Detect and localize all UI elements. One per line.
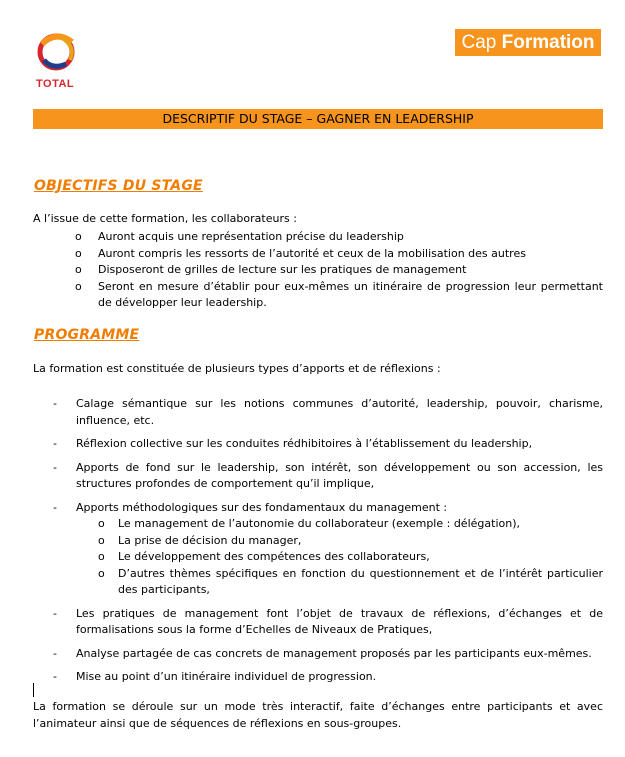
bullet-icon: o xyxy=(75,263,82,276)
subitem-text: D’autres thèmes spécifiques en fonction du questionnement et de l’intérêt particulier des participants, xyxy=(118,566,603,596)
programme-text: Calage sémantique sur les notions communes d’autorité, leadership, pouvoir, charisme, influence, etc. xyxy=(76,397,603,427)
objectifs-intro: A l’issue de cette formation, les collaborateurs : xyxy=(33,212,297,225)
objectif-text: Disposeront de grilles de lecture sur les pratiques de management xyxy=(98,263,467,276)
subitem-text: La prise de décision du manager, xyxy=(118,533,302,547)
text-cursor[interactable] xyxy=(33,683,34,697)
sub-list-item xyxy=(76,549,603,566)
programme-text: Mise au point d’un itinéraire individuel de progression. xyxy=(76,670,377,683)
dash-icon: - xyxy=(53,437,57,450)
programme-intro: La formation est constituée de plusieurs types d’apports et de réflexions : xyxy=(33,362,441,375)
list-item xyxy=(33,279,603,312)
dash-icon: - xyxy=(53,460,57,474)
dash-icon: - xyxy=(53,646,57,660)
bullet-icon: o xyxy=(98,533,105,547)
programme-heading: PROGRAMME xyxy=(34,327,140,343)
list-item xyxy=(33,396,603,429)
programme-text: Les pratiques de management font l’objet de travaux de réflexions, d’échanges et de formalisations sous la forme d’Echelles de Niveaux de Pratiques, xyxy=(76,606,603,636)
subitem-text: Le développement des compétences des collaborateurs, xyxy=(118,550,430,563)
objectif-text: Seront en mesure d’établir pour eux-mêmes un itinéraire de progression leur permettant de développer leur leadership. xyxy=(98,279,603,309)
dash-icon: - xyxy=(53,397,57,410)
list-item xyxy=(33,500,603,599)
objectif-text: Auront compris les ressorts de l’autorité et ceux de la mobilisation des autres xyxy=(98,246,526,260)
bullet-icon: o xyxy=(98,517,105,530)
bullet-icon: o xyxy=(98,566,105,580)
programme-text: Analyse partagée de cas concrets de management proposés par les participants eux-mêmes. xyxy=(76,646,592,660)
brand-part-2: Formation xyxy=(501,32,595,53)
cap-formation-logo xyxy=(455,29,601,56)
total-logo-text: TOTAL xyxy=(36,78,75,90)
list-item xyxy=(33,606,603,639)
brand-part-1: Cap xyxy=(461,32,502,53)
list-item xyxy=(33,229,603,246)
list-item xyxy=(33,646,603,663)
list-item xyxy=(33,436,603,453)
objectif-text: Auront acquis une représentation précise du leadership xyxy=(98,230,404,243)
bullet-icon: o xyxy=(75,230,82,243)
dash-icon: - xyxy=(53,670,57,683)
objectifs-list xyxy=(33,229,603,312)
dash-icon: - xyxy=(53,500,57,514)
sub-list-item xyxy=(76,516,603,533)
programme-text: Apports méthodologiques sur des fondamentaux du management : xyxy=(76,500,448,514)
methodologie-sublist xyxy=(76,516,603,599)
bullet-icon: o xyxy=(75,279,82,293)
sub-list-item xyxy=(76,533,603,550)
list-item xyxy=(33,460,603,493)
programme-list xyxy=(33,396,603,693)
objectifs-heading: OBJECTIFS DU STAGE xyxy=(34,178,203,194)
bullet-icon: o xyxy=(98,550,105,563)
closing-paragraph: La formation se déroule sur un mode très interactif, faite d’échanges entre participants et avec l’animateur ainsi que de séquences de réflexions en sous-groupes. xyxy=(33,700,603,730)
sub-list-item xyxy=(76,566,603,599)
list-item xyxy=(33,669,603,686)
list-item xyxy=(33,246,603,263)
subitem-text: Le management de l’autonomie du collaborateur (exemple : délégation), xyxy=(118,517,520,530)
dash-icon: - xyxy=(53,606,57,620)
programme-text: Réflexion collective sur les conduites rédhibitoires à l’établissement du leadership, xyxy=(76,437,533,450)
programme-text: Apports de fond sur le leadership, son intérêt, son développement ou son accession, les structures profondes de comportement qu’il implique, xyxy=(76,460,603,490)
document-title: DESCRIPTIF DU STAGE – GAGNER EN LEADERSHIP xyxy=(33,109,603,129)
list-item xyxy=(33,262,603,279)
bullet-icon: o xyxy=(75,246,82,260)
